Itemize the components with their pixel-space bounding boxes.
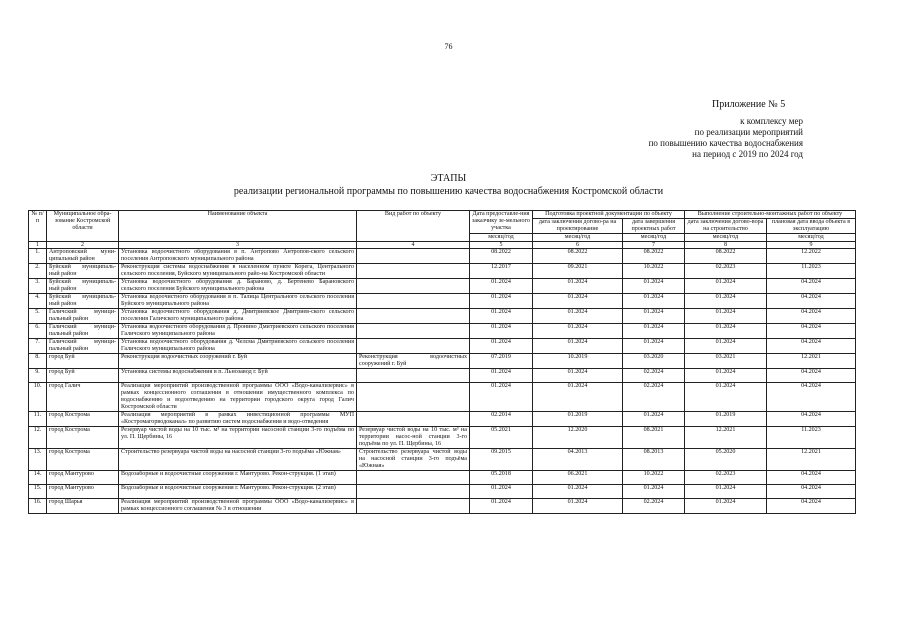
work-type-cell	[357, 485, 470, 499]
design-complete-date-cell: 01.2024	[623, 339, 685, 354]
design-contract-date-cell: 01.2024	[533, 309, 623, 324]
row-number: 3.	[29, 279, 47, 294]
construction-contract-date-cell: 01.2024	[685, 309, 767, 324]
municipality-cell: город Шарья	[47, 499, 119, 514]
design-contract-date-cell: 01.2024	[533, 279, 623, 294]
municipality-cell: Галичский муници-пальный район	[47, 339, 119, 354]
construction-contract-date-cell: 12.2021	[685, 427, 767, 449]
object-name-cell: Реконструкция водоочистных сооружений г. Буй	[119, 354, 357, 369]
appendix-line: к комплексу мер	[740, 116, 803, 126]
work-type-cell	[357, 471, 470, 485]
object-name-cell: Реализация мероприятий производственной программы ООО «Водо-канализервис» в рамках концессионного соглашения в отношении имущественного комплекса по водоснабжению и водоотведению на территории городского округа город Галич Костромской области	[119, 383, 357, 412]
appendix-subtitle	[649, 116, 803, 160]
work-type-cell	[357, 309, 470, 324]
commissioning-date-cell: 04.2024	[767, 383, 856, 412]
column-number: 4	[357, 242, 470, 249]
column-number: 1	[29, 242, 47, 249]
work-type-cell: Реконструкция водоочистных сооружений г. Буй	[357, 354, 470, 369]
commissioning-date-cell: 11.2023	[767, 427, 856, 449]
work-type-cell	[357, 324, 470, 339]
object-name-cell: Установка водоочистного оборудования д. Бараново, д. Бертенево Барановского сельского поселения Буйского муниципального района	[119, 279, 357, 294]
header-construction-contract: дата заключения догово-вора на строительство	[685, 219, 767, 234]
row-number: 9.	[29, 369, 47, 383]
construction-contract-date-cell: 02.2023	[685, 471, 767, 485]
object-name-cell: Реконструкция системы водоснабжения в населенном пункте Корега, Центрального сельского поселения, Буйского муниципального райо-на Костромской области	[119, 264, 357, 279]
design-complete-date-cell: 01.2024	[623, 412, 685, 427]
construction-contract-date-cell: 02.2023	[685, 264, 767, 279]
design-contract-date-cell: 01.2024	[533, 294, 623, 309]
object-name-cell: Резервуар чистой воды на 10 тыс. м³ на территории насосной станции 3-го подъёма по ул. П. Щербины, 16	[119, 427, 357, 449]
land-date-cell: 01.2024	[470, 499, 533, 514]
header-design-group: Подготовка проектной документации по объекту	[533, 211, 685, 219]
land-date-cell: 01.2024	[470, 485, 533, 499]
row-number: 8.	[29, 354, 47, 369]
table-row	[29, 412, 856, 427]
appendix-title: Приложение № 5	[712, 99, 786, 110]
design-complete-date-cell: 10.2022	[623, 264, 685, 279]
work-type-cell: Строительство резервуара чистой воды на насосной станции 3-го подъёма «Южная»	[357, 449, 470, 471]
object-name-cell: Водозаборные и водоочистные сооружения г. Мантурово. Рекон-струкция. (1 этап)	[119, 471, 357, 485]
land-date-cell: 01.2024	[470, 383, 533, 412]
work-type-cell: Резервуар чистой воды на 10 тыс. м³ на территории насос-ной станции 3-го подъёма по ул. П. Щербины, 16	[357, 427, 470, 449]
document-subheading: реализации региональной программы по повышению качества водоснабжения Костромской области	[233, 186, 664, 197]
column-number: 8	[685, 242, 767, 249]
commissioning-date-cell: 04.2024	[767, 471, 856, 485]
row-number: 2.	[29, 264, 47, 279]
row-number: 10.	[29, 383, 47, 412]
stages-table	[28, 210, 856, 514]
land-date-cell: 08.2022	[470, 249, 533, 264]
design-complete-date-cell: 01.2024	[623, 309, 685, 324]
work-type-cell	[357, 383, 470, 412]
table-row	[29, 339, 856, 354]
table-row	[29, 471, 856, 485]
row-number: 11.	[29, 412, 47, 427]
municipality-cell: город Кострома	[47, 427, 119, 449]
column-number: 3	[119, 242, 357, 249]
municipality-cell: Галичский муници-пальный район	[47, 309, 119, 324]
municipality-cell: город Мантурово	[47, 471, 119, 485]
row-number: 15.	[29, 485, 47, 499]
column-number-row	[29, 242, 856, 249]
land-date-cell: 02.2014	[470, 412, 533, 427]
row-number: 4.	[29, 294, 47, 309]
land-date-cell: 01.2024	[470, 294, 533, 309]
construction-contract-date-cell: 05.2020	[685, 449, 767, 471]
row-number: 13.	[29, 449, 47, 471]
design-complete-date-cell: 01.2024	[623, 279, 685, 294]
header-unit: месяц/год	[767, 234, 856, 242]
header-land-date: Дата предоставле-ния заказчику зе-мельного участка	[470, 211, 533, 234]
construction-contract-date-cell: 01.2024	[685, 339, 767, 354]
municipality-cell: город Буй	[47, 369, 119, 383]
municipality-cell: Буйский муниципаль-ный район	[47, 279, 119, 294]
design-complete-date-cell: 01.2024	[623, 294, 685, 309]
design-contract-date-cell: 01.2024	[533, 369, 623, 383]
table-row	[29, 427, 856, 449]
row-number: 1.	[29, 249, 47, 264]
design-complete-date-cell: 02.2024	[623, 369, 685, 383]
construction-contract-date-cell: 01.2024	[685, 485, 767, 499]
table-row	[29, 383, 856, 412]
object-name-cell: Строительство резервуара чистой воды на насосной станции 3-го подъёма «Южная»	[119, 449, 357, 471]
table-row	[29, 294, 856, 309]
row-number: 16.	[29, 499, 47, 514]
design-contract-date-cell: 01.2024	[533, 499, 623, 514]
design-contract-date-cell: 01.2024	[533, 324, 623, 339]
object-name-cell: Водозаборные и водоочистные сооружения г. Мантурово. Рекон-струкция. (2 этап)	[119, 485, 357, 499]
design-contract-date-cell: 01.2024	[533, 383, 623, 412]
design-contract-date-cell: 01.2024	[533, 485, 623, 499]
commissioning-date-cell: 12.2022	[767, 249, 856, 264]
header-construction-group: Выполнение строительно-монтажных работ по объекту	[685, 211, 856, 219]
municipality-cell: Антроповский муни-ципальный район	[47, 249, 119, 264]
table-row	[29, 324, 856, 339]
header-unit: месяц/год	[623, 234, 685, 242]
work-type-cell	[357, 264, 470, 279]
design-contract-date-cell: 01.2019	[533, 412, 623, 427]
header-area: Муниципальное обра-зование Костромской области	[47, 211, 119, 242]
header-unit: месяц/год	[533, 234, 623, 242]
work-type-cell	[357, 339, 470, 354]
header-work-type: Вид работ по объекту	[357, 211, 470, 242]
object-name-cell: Реализация мероприятий производственной программы ООО «Водо-канализервис» в рамках концессионного соглашения № 3 в отношении	[119, 499, 357, 514]
column-number: 7	[623, 242, 685, 249]
header-unit: месяц/год	[470, 234, 533, 242]
commissioning-date-cell: 04.2024	[767, 339, 856, 354]
page-number: 76	[444, 42, 453, 51]
design-complete-date-cell: 02.2024	[623, 383, 685, 412]
column-number: 6	[533, 242, 623, 249]
table-row	[29, 249, 856, 264]
header-unit: месяц/год	[685, 234, 767, 242]
object-name-cell: Установка водоочистного оборудования в п. Талица Центрального сельского поселения Буйского муниципального района	[119, 294, 357, 309]
municipality-cell: Галичский муници-пальный район	[47, 324, 119, 339]
commissioning-date-cell: 04.2024	[767, 309, 856, 324]
header-commissioning: плановая дата ввода объекта в эксплуатацию	[767, 219, 856, 234]
construction-contract-date-cell: 01.2019	[685, 412, 767, 427]
appendix-line: по повышению качества водоснабжения	[648, 138, 803, 148]
row-number: 12.	[29, 427, 47, 449]
work-type-cell	[357, 294, 470, 309]
object-name-cell: Установка водоочистного оборудования в п. Антропово Антропов-ского сельского поселения Антроповского муниципального района	[119, 249, 357, 264]
design-complete-date-cell: 08.2022	[623, 249, 685, 264]
municipality-cell: город Кострома	[47, 412, 119, 427]
municipality-cell: Буйский муниципаль-ный район	[47, 294, 119, 309]
municipality-cell: город Кострома	[47, 449, 119, 471]
commissioning-date-cell: 12.2021	[767, 354, 856, 369]
table-row	[29, 485, 856, 499]
row-number: 14.	[29, 471, 47, 485]
design-complete-date-cell: 08.2021	[623, 427, 685, 449]
column-number: 9	[767, 242, 856, 249]
object-name-cell: Установка водоочистного оборудования д. Дмитриевское Дмитриев-ского сельского поселения Галичского муниципального района	[119, 309, 357, 324]
design-complete-date-cell: 01.2024	[623, 485, 685, 499]
design-contract-date-cell: 06.2021	[533, 471, 623, 485]
commissioning-date-cell: 04.2024	[767, 294, 856, 309]
header-no: № п/п	[29, 211, 47, 242]
construction-contract-date-cell: 01.2024	[685, 499, 767, 514]
land-date-cell: 12.2017	[470, 264, 533, 279]
land-date-cell: 05.2018	[470, 471, 533, 485]
design-complete-date-cell: 10.2022	[623, 471, 685, 485]
design-contract-date-cell: 04.2013	[533, 449, 623, 471]
design-complete-date-cell: 01.2024	[623, 324, 685, 339]
design-complete-date-cell: 02.2024	[623, 499, 685, 514]
design-contract-date-cell: 10.2019	[533, 354, 623, 369]
column-number: 2	[47, 242, 119, 249]
municipality-cell: Буйский муниципаль-ный район	[47, 264, 119, 279]
commissioning-date-cell: 11.2023	[767, 264, 856, 279]
land-date-cell: 05.2021	[470, 427, 533, 449]
commissioning-date-cell: 04.2024	[767, 412, 856, 427]
commissioning-date-cell: 04.2024	[767, 279, 856, 294]
table-row	[29, 449, 856, 471]
appendix-line: на период с 2019 по 2024 год	[692, 149, 803, 159]
document-heading: ЭТАПЫ	[430, 173, 467, 184]
appendix-line: по реализации мероприятий	[694, 127, 803, 137]
design-contract-date-cell: 08.2022	[533, 249, 623, 264]
table-row	[29, 354, 856, 369]
column-number: 5	[470, 242, 533, 249]
commissioning-date-cell: 04.2024	[767, 485, 856, 499]
municipality-cell: город Галич	[47, 383, 119, 412]
construction-contract-date-cell: 01.2024	[685, 294, 767, 309]
municipality-cell: город Мантурово	[47, 485, 119, 499]
land-date-cell: 07.2019	[470, 354, 533, 369]
land-date-cell: 01.2024	[470, 324, 533, 339]
work-type-cell	[357, 249, 470, 264]
header-design-complete: дата завершения проектных работ	[623, 219, 685, 234]
work-type-cell	[357, 369, 470, 383]
header-object: Наименование объекта	[119, 211, 357, 242]
design-complete-date-cell: 08.2013	[623, 449, 685, 471]
construction-contract-date-cell: 01.2024	[685, 279, 767, 294]
construction-contract-date-cell: 01.2024	[685, 324, 767, 339]
table-row	[29, 499, 856, 514]
commissioning-date-cell: 04.2024	[767, 324, 856, 339]
work-type-cell	[357, 412, 470, 427]
construction-contract-date-cell: 03.2021	[685, 354, 767, 369]
object-name-cell: Установка водоочистного оборудования д. Пронино Дмитриевского сельского поселения Галичского муниципального района	[119, 324, 357, 339]
land-date-cell: 01.2024	[470, 339, 533, 354]
municipality-cell: город Буй	[47, 354, 119, 369]
object-name-cell: Установка водоочистного оборудования д. Челсма Дмитриевского сельского поселения Галичского муниципального района	[119, 339, 357, 354]
commissioning-date-cell: 04.2024	[767, 369, 856, 383]
table-row	[29, 369, 856, 383]
design-complete-date-cell: 03.2020	[623, 354, 685, 369]
design-contract-date-cell: 01.2024	[533, 339, 623, 354]
table-row	[29, 264, 856, 279]
construction-contract-date-cell: 01.2024	[685, 383, 767, 412]
object-name-cell: Реализация мероприятий в рамках инвестиционной программы МУП «Костромагорводоканал» по развитию систем водоснабжения и водо-отведения	[119, 412, 357, 427]
table-row	[29, 279, 856, 294]
land-date-cell: 01.2024	[470, 279, 533, 294]
object-name-cell: Установка системы водоснабжения в п. Льнозавод г. Буй	[119, 369, 357, 383]
row-number: 6.	[29, 324, 47, 339]
design-contract-date-cell: 09.2021	[533, 264, 623, 279]
construction-contract-date-cell: 01.2024	[685, 369, 767, 383]
land-date-cell: 01.2024	[470, 369, 533, 383]
row-number: 5.	[29, 309, 47, 324]
table-row	[29, 309, 856, 324]
commissioning-date-cell: 12.2021	[767, 449, 856, 471]
header-design-contract: дата заключения догово-ра на проектирование	[533, 219, 623, 234]
work-type-cell	[357, 499, 470, 514]
land-date-cell: 09.2015	[470, 449, 533, 471]
construction-contract-date-cell: 08.2022	[685, 249, 767, 264]
commissioning-date-cell: 04.2024	[767, 499, 856, 514]
land-date-cell: 01.2024	[470, 309, 533, 324]
work-type-cell	[357, 279, 470, 294]
design-contract-date-cell: 12.2020	[533, 427, 623, 449]
row-number: 7.	[29, 339, 47, 354]
